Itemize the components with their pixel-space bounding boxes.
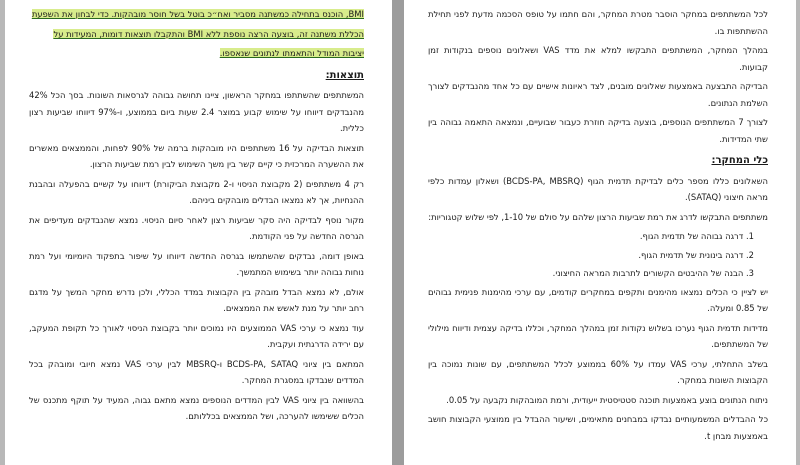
paragraph: כל ההבדלים המשמעותיים נבדקו במבחנים מתאימים, ושיעור ההבדל בין ממוצעי הקבוצות חושב באמצעות מבחן t. (428, 414, 768, 441)
paragraph: באופן דומה, נבדקים שהשתמשו בגרסה החדשה דיווחו על שיפור בתפקוד היומיומי ועל רמת נוחות גבוהה יותר בשימוש המתמשך. (29, 250, 364, 277)
list-item: 1. דרגה גבוהה של תדמית הגוף. (639, 231, 754, 241)
paragraph: בהשוואה בין ציוני VAS לבין המדדים הנוספים נמצא מתאם גבוה, המעיד על תוקף מתכנס של הכלים ששימשו להערכה, ושל הממצאים בכללותם. (29, 394, 364, 421)
paragraph: הבדיקה התבצעה באמצעות שאלונים מובנים, לצד ראיונות אישיים עם כל אחד מהנבדקים לצורך השלמת הנתונים. (428, 81, 768, 108)
paragraph: מדידות תדמית הגוף נערכו בשלוש נקודות זמן במהלך המחקר, וכללו בדיקה עצמית ודיווח מילולי של המשתתפים. (428, 322, 768, 349)
paragraph: לכל המשתתפים במחקר הוסבר מטרת המחקר, והם חתמו על טופס הסכמה מדעת לפני תחילת ההשתתפות בו. (428, 9, 768, 36)
tools-heading: כלי המחקר: (711, 155, 768, 166)
paragraph: השאלונים כללו מספר כלים לבדיקת תדמית הגוף (BCDS-PA, MBSRQ) ושאלון עמדות כלפי מראה חיצוני (SATAQ). (428, 175, 768, 202)
paragraph: אולם, לא נמצא הבדל מובהק בין הקבוצות במדד הכללי, ולכן נדרש מחקר המשך על מדגם רחב יותר על מנת לאשש את הממצאים. (29, 286, 364, 313)
paragraph: עוד נמצא כי ערכי VAS הממוצעים היו נמוכים יותר בקבוצת הניסוי לאורך כל תקופת המעקב, עם ירידה הדרגתית ועקבית. (29, 322, 364, 349)
results-heading: תוצאות: (325, 69, 364, 81)
paragraph: ניתוח הנתונים בוצע באמצעות תוכנה סטטיסטית ייעודית, ורמת המובהקות נקבעה על 0.05. (446, 394, 768, 405)
paragraph: המשתתפים שהשתתפו במחקר הראשון, ציינו תחושה גבוהה לגרסאות השונות. בסך הכל 42% מהנבדקים דיווחו על שימוש קבוע במוצר 2.4 שעות ביום בממוצע, ו-97% דיווחו שביעות רצון כללית. (29, 90, 365, 133)
document-page-left (5, 0, 392, 465)
highlighted-line: הכללת משתנה זה, בוצעה הרצה נוספת ללא BMI והתקבלו תוצאות דומות, המעידות על (53, 28, 364, 39)
paragraph: בשלב התחלתי, ערכי VAS עמדו על 60% בממוצע לכלל המשתתפים, עם שונות נמוכה בין הקבוצות השונות במחקר. (428, 358, 768, 385)
document-page-right (404, 0, 796, 465)
paragraph: מקור נוסף לבדיקה היה סקר שביעות רצון לאחר סיום הניסוי. נמצא שהנבדקים מעדיפים את הגרסה החדשה על פני הקודמת. (29, 214, 364, 241)
paragraph: רק 4 משתתפים (2 מקבוצת הניסוי ו-2 מקבוצת הביקורת) דיווחו על קשיים בהפעלה ובהבנת ההנחיות, אך לא נמצאו הבדלים מובהקים ביניהם. (29, 178, 364, 205)
paragraph: תוצאות הבדיקה על 16 משתתפים היו מובהקות ברמה של 90% לפחות, והממצאים מאשרים את ההשערה המרכזית כי קיים קשר בין משך השימוש לבין רמת שביעות הרצון. (29, 142, 364, 169)
paragraph: המתאם בין ציוני BCDS-PA, SATAQ ו-MBSRQ לבין ערכי VAS נמצא חיובי ומובהק בכל המדדים שנבדקו במסגרת המחקר. (29, 358, 365, 385)
highlighted-line: יציבות המודל והתאמתו לנתונים שנאספו. (219, 48, 364, 58)
list-item: 3. הבנה של ההיבטים הקשורים לתרבות המראה החיצוני. (552, 268, 754, 278)
paragraph: במהלך המחקר, המשתתפים התבקשו למלא את מדד VAS ושאלונים נוספים בנקודות זמן קבועות. (428, 45, 768, 72)
page-gutter (392, 0, 404, 465)
paragraph: יש לציין כי הכלים נמצאו מהימנים ותקפים במחקרים קודמים, עם ערכי מהימנות פנימית גבוהים של 0.85 ומעלה. (428, 286, 768, 313)
list-item: 2. דרגה בינונית של תדמית הגוף. (638, 249, 754, 260)
paragraph: משתתפים התבקשו לדרג את רמת שביעות הרצון שלהם על סולם של 1-10, לפי שלוש קטגוריות: (428, 211, 768, 222)
highlighted-line: BMI, הוכנס בתחילה כמשתנה מסביר ואח״כ בוטל בשל חוסר מובהקות. כדי לבחון את השפעת (31, 9, 364, 19)
paragraph: לצורך 7 המשתתפים הנוספים, בוצעה בדיקה חוזרת כעבור שבועיים, ונמצאה התאמה גבוהה בין שתי המדידות. (428, 117, 768, 144)
